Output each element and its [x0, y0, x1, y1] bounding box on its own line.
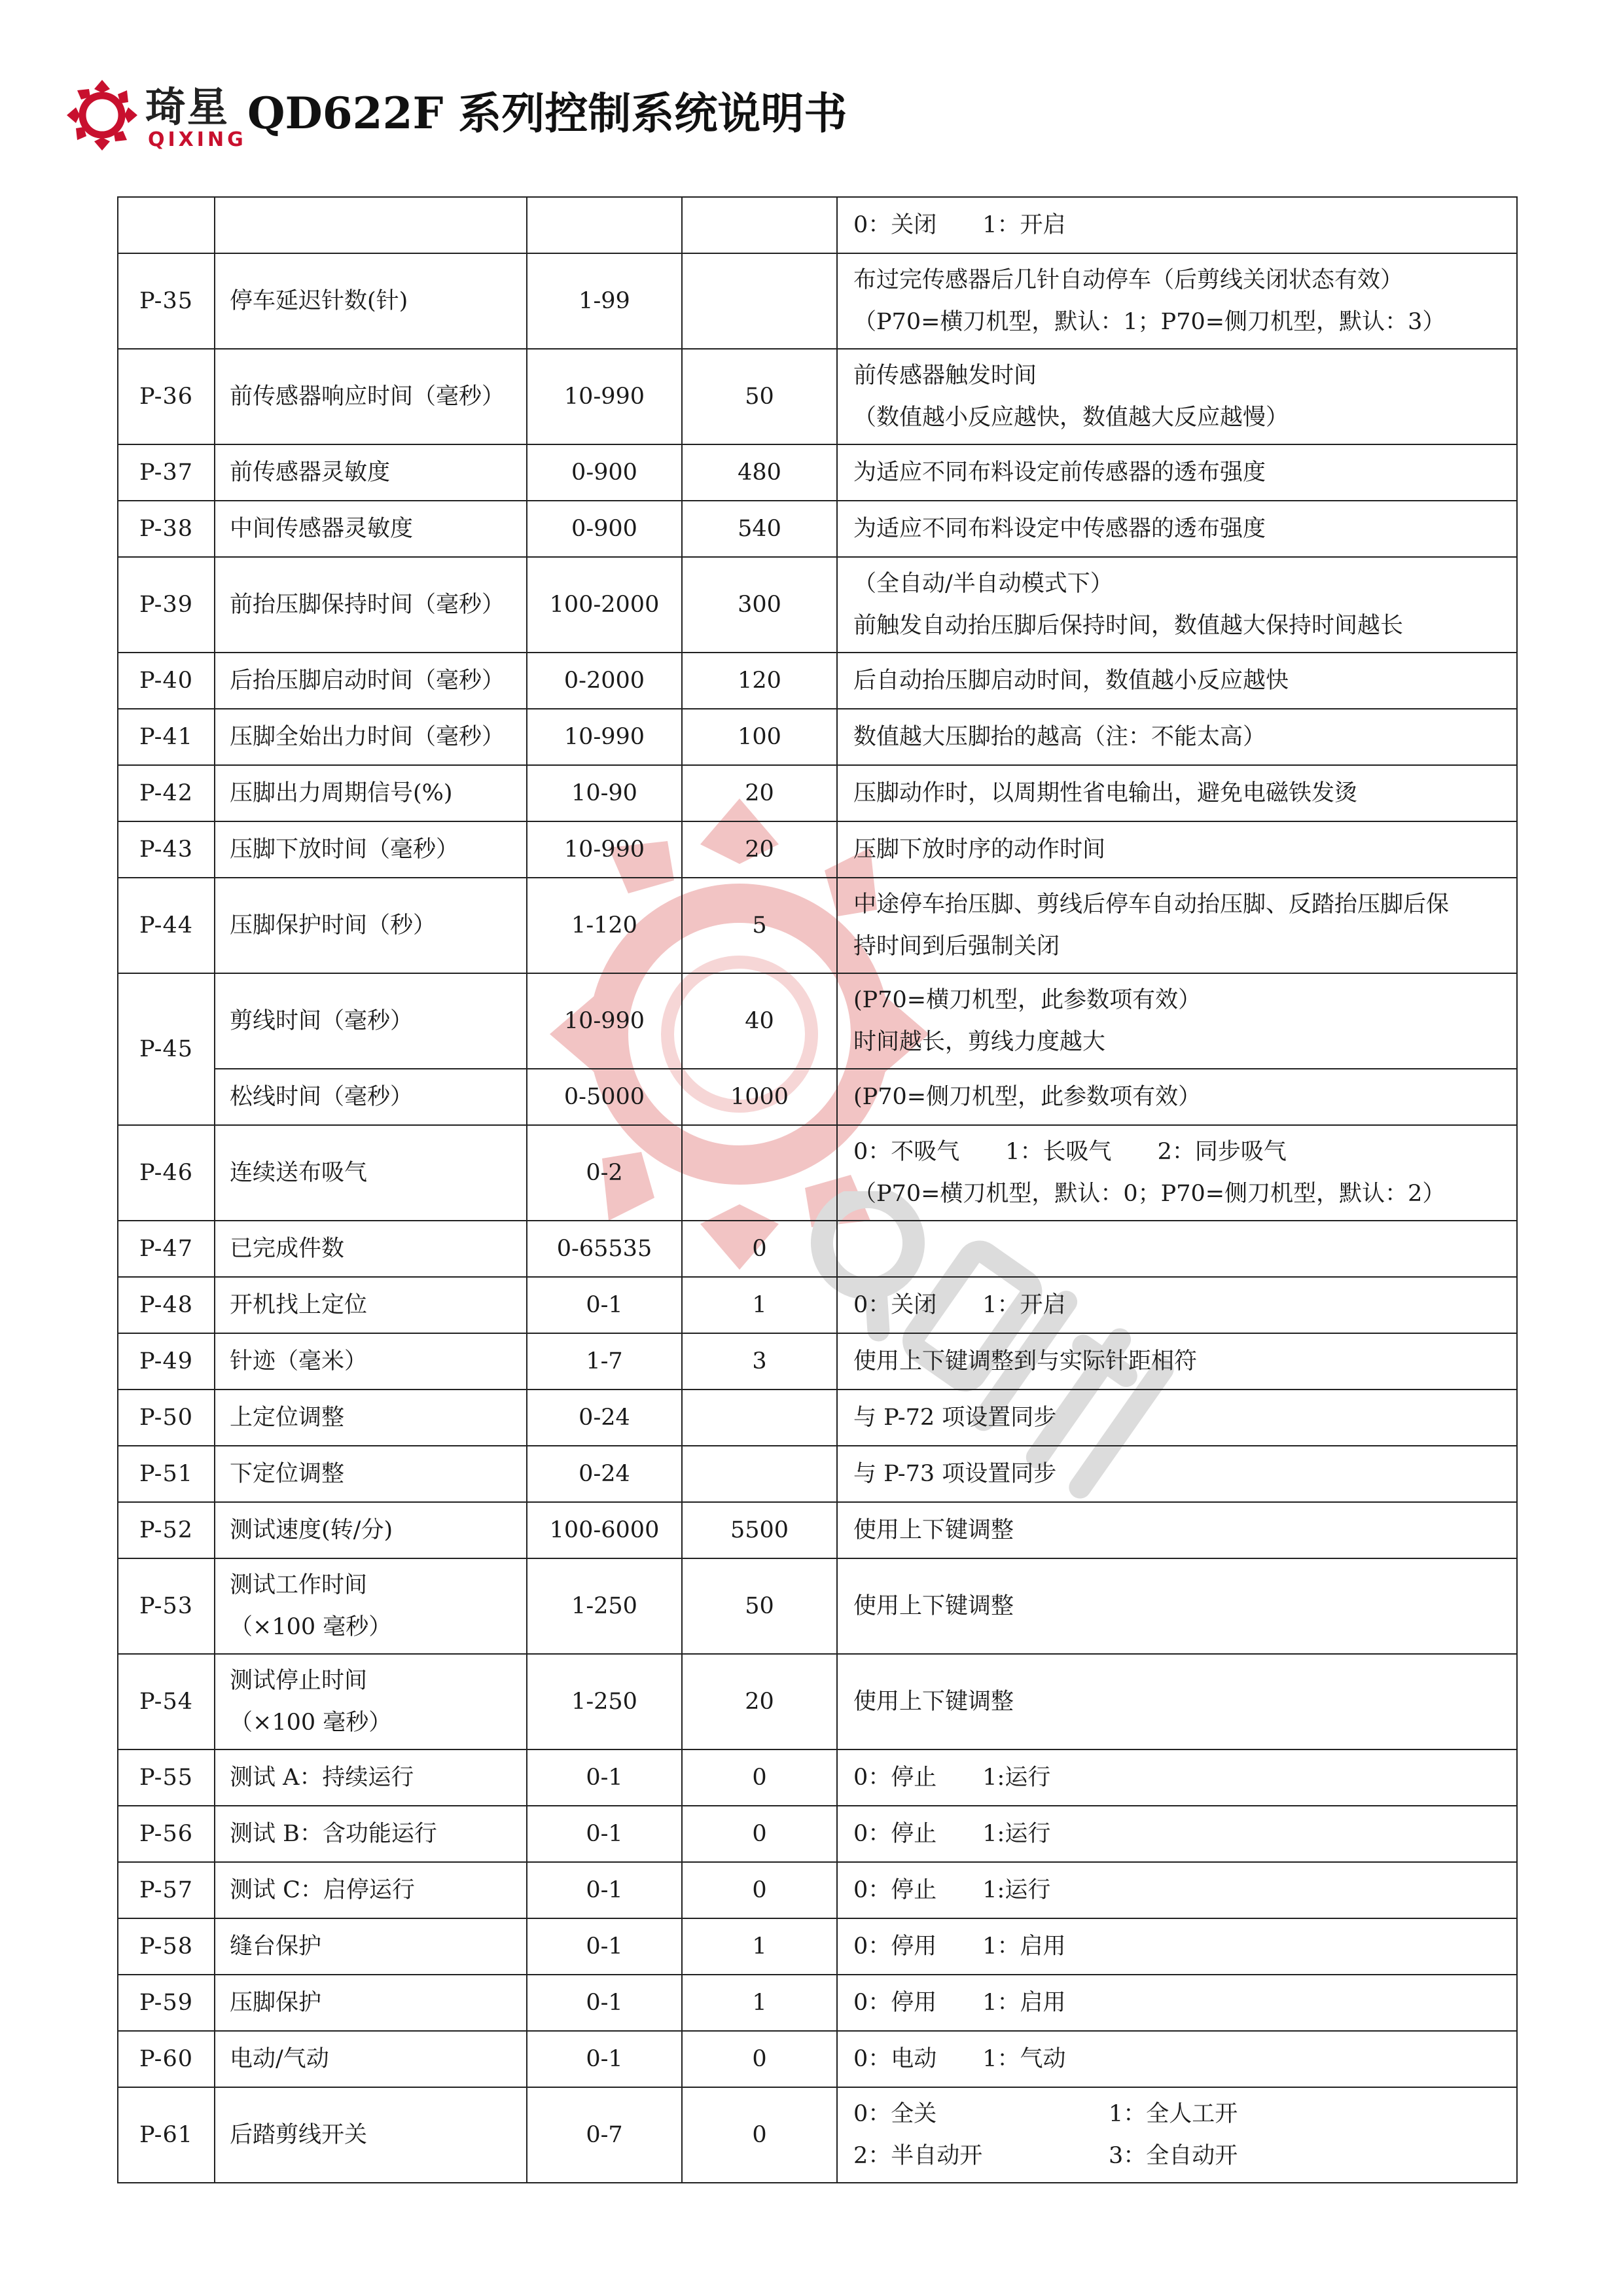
param-code: P-60 [118, 2031, 215, 2087]
table-row [118, 973, 1517, 1069]
param-code: P-46 [118, 1125, 215, 1221]
param-desc [837, 1125, 1517, 1221]
param-code: P-48 [118, 1277, 215, 1333]
param-name: 测试速度(转/分) [215, 1502, 527, 1558]
param-range: 0-24 [527, 1390, 682, 1446]
param-name: 开机找上定位 [215, 1277, 527, 1333]
param-desc: 后自动抬压脚启动时间，数值越小反应越快 [837, 653, 1517, 709]
param-name: 上定位调整 [215, 1390, 527, 1446]
table-row [118, 1390, 1517, 1446]
param-name [215, 1558, 527, 1654]
desc-option: 1：启用 [982, 1990, 1066, 2016]
param-range: 0-1 [527, 1806, 682, 1862]
param-code: P-36 [118, 349, 215, 444]
param-name: 前传感器灵敏度 [215, 444, 527, 501]
param-default: 0 [682, 2031, 837, 2087]
param-range: 10-990 [527, 349, 682, 444]
param-desc: 压脚动作时，以周期性省电输出，避免电磁铁发烫 [837, 765, 1517, 821]
param-name: 电动/气动 [215, 2031, 527, 2087]
param-desc: (P70=侧刀机型，此参数项有效） [837, 1069, 1517, 1125]
param-code: P-61 [118, 2087, 215, 2183]
param-name: 压脚保护时间（秒） [215, 878, 527, 973]
param-desc: 与 P-72 项设置同步 [837, 1390, 1517, 1446]
param-default: 0 [682, 2087, 837, 2183]
page-header [63, 71, 1110, 156]
param-desc: 为适应不同布料设定中传感器的透布强度 [837, 501, 1517, 557]
param-desc [837, 1806, 1517, 1862]
param-range: 10-990 [527, 709, 682, 765]
table-row [118, 709, 1517, 765]
param-name: 松线时间（毫秒） [215, 1069, 527, 1125]
param-desc: 为适应不同布料设定前传感器的透布强度 [837, 444, 1517, 501]
desc-option: 1:运行 [982, 1765, 1051, 1791]
param-default: 120 [682, 653, 837, 709]
param-code: P-56 [118, 1806, 215, 1862]
param-default: 100 [682, 709, 837, 765]
param-code: P-50 [118, 1390, 215, 1446]
param-code: P-43 [118, 821, 215, 878]
param-desc [837, 1221, 1517, 1277]
param-desc: 数值越大压脚抬的越高（注：不能太高） [837, 709, 1517, 765]
param-name: 压脚出力周期信号(%) [215, 765, 527, 821]
param-range: 100-6000 [527, 1502, 682, 1558]
param-code: P-42 [118, 765, 215, 821]
param-default: 1 [682, 1277, 837, 1333]
table-row [118, 2031, 1517, 2087]
desc-line: 中途停车抬压脚、剪线后停车自动抬压脚、反踏抬压脚后保 [853, 891, 1450, 918]
param-range: 0-900 [527, 501, 682, 557]
param-code: P-49 [118, 1333, 215, 1390]
param-code: P-47 [118, 1221, 215, 1277]
param-name: 下定位调整 [215, 1446, 527, 1502]
desc-option: 0：关闭 [853, 212, 937, 238]
table-row [118, 501, 1517, 557]
param-name: 已完成件数 [215, 1221, 527, 1277]
desc-option: 1：开启 [982, 1292, 1066, 1318]
param-desc: 使用上下键调整 [837, 1654, 1517, 1749]
param-default: 300 [682, 557, 837, 653]
table-row [118, 765, 1517, 821]
table-row [118, 1749, 1517, 1806]
table-row [118, 821, 1517, 878]
desc-option: 2：同步吸气 [1157, 1139, 1287, 1165]
param-range: 0-5000 [527, 1069, 682, 1125]
param-desc [837, 197, 1517, 253]
desc-option-grid [853, 2093, 1507, 2177]
param-desc [837, 2087, 1517, 2183]
desc-line: 布过完传感器后几针自动停车（后剪线关闭状态有效） [853, 267, 1404, 293]
param-range: 1-250 [527, 1558, 682, 1654]
table-row [118, 557, 1517, 653]
param-default [682, 1390, 837, 1446]
desc-option: 0：不吸气 [853, 1139, 960, 1165]
param-name: 测试 B：含功能运行 [215, 1806, 527, 1862]
param-name: 停车延迟针数(针) [215, 253, 527, 349]
param-name: 中间传感器灵敏度 [215, 501, 527, 557]
param-default: 540 [682, 501, 837, 557]
param-desc: 使用上下键调整 [837, 1558, 1517, 1654]
desc-option: 3：全自动开 [1109, 2143, 1238, 2169]
table-row [118, 1806, 1517, 1862]
table-row [118, 1221, 1517, 1277]
param-desc [837, 253, 1517, 349]
param-default: 1000 [682, 1069, 837, 1125]
param-desc [837, 1862, 1517, 1918]
param-name-line: 测试工作时间 [230, 1572, 368, 1598]
param-code: P-35 [118, 253, 215, 349]
param-default: 20 [682, 821, 837, 878]
param-range: 1-250 [527, 1654, 682, 1749]
param-desc [837, 557, 1517, 653]
param-range: 100-2000 [527, 557, 682, 653]
table-row [118, 1333, 1517, 1390]
param-desc [837, 973, 1517, 1069]
param-range: 0-1 [527, 1918, 682, 1975]
desc-option: 0：关闭 [853, 1292, 937, 1318]
param-range: 0-1 [527, 1975, 682, 2031]
param-desc [837, 1277, 1517, 1333]
param-default: 480 [682, 444, 837, 501]
param-range: 10-90 [527, 765, 682, 821]
param-name: 连续送布吸气 [215, 1125, 527, 1221]
param-code: P-40 [118, 653, 215, 709]
param-code: P-55 [118, 1749, 215, 1806]
param-default: 50 [682, 349, 837, 444]
param-default: 0 [682, 1749, 837, 1806]
param-default: 0 [682, 1862, 837, 1918]
param-range: 0-24 [527, 1446, 682, 1502]
table-row [118, 1975, 1517, 2031]
desc-line: 前触发自动抬压脚后保持时间，数值越大保持时间越长 [853, 613, 1404, 639]
param-range: 0-1 [527, 1862, 682, 1918]
param-name: 前抬压脚保持时间（毫秒） [215, 557, 527, 653]
logo-wordmark-en: QIXING [148, 128, 247, 151]
desc-line: 持时间到后强制关闭 [853, 933, 1060, 960]
param-default: 5 [682, 878, 837, 973]
param-code: P-38 [118, 501, 215, 557]
desc-option: 0：停止 [853, 1821, 937, 1847]
param-name [215, 1654, 527, 1749]
desc-option: 0：停止 [853, 1765, 937, 1791]
table-row [118, 1125, 1517, 1221]
param-default [682, 253, 837, 349]
param-code: P-37 [118, 444, 215, 501]
param-default: 1 [682, 1975, 837, 2031]
param-name: 针迹（毫米） [215, 1333, 527, 1390]
param-name-unit: （×100 毫秒） [230, 1614, 392, 1640]
param-range: 0-1 [527, 1749, 682, 1806]
qixing-logo-icon [63, 76, 141, 154]
param-code: P-59 [118, 1975, 215, 2031]
desc-option: 2：半自动开 [853, 2143, 983, 2169]
desc-option: 0：停用 [853, 1990, 937, 2016]
param-code: P-54 [118, 1654, 215, 1749]
param-range: 0-1 [527, 2031, 682, 2087]
param-range: 1-99 [527, 253, 682, 349]
desc-option: 1:运行 [982, 1821, 1051, 1847]
param-code: P-39 [118, 557, 215, 653]
table-row [118, 197, 1517, 253]
param-range [527, 197, 682, 253]
table-row [118, 1277, 1517, 1333]
desc-line: (P70=横刀机型，此参数项有效） [853, 987, 1202, 1013]
param-default [682, 197, 837, 253]
table-row [118, 1446, 1517, 1502]
table-row [118, 1862, 1517, 1918]
table-row [118, 2087, 1517, 2183]
param-name-line: 测试停止时间 [230, 1668, 368, 1694]
param-name: 缝台保护 [215, 1918, 527, 1975]
param-desc: 使用上下键调整 [837, 1502, 1517, 1558]
param-name [215, 197, 527, 253]
desc-option: 1：开启 [982, 212, 1066, 238]
table-row [118, 1918, 1517, 1975]
param-range: 0-2000 [527, 653, 682, 709]
desc-option: 1：气动 [982, 2046, 1066, 2072]
param-code: P-52 [118, 1502, 215, 1558]
param-desc [837, 1975, 1517, 2031]
desc-option: 0：全关 [853, 2101, 937, 2127]
param-range: 0-65535 [527, 1221, 682, 1277]
param-code: P-45 [118, 973, 215, 1125]
param-range: 0-1 [527, 1277, 682, 1333]
param-default [682, 1446, 837, 1502]
param-name: 后踏剪线开关 [215, 2087, 527, 2183]
table-row [118, 349, 1517, 444]
param-name: 压脚下放时间（毫秒） [215, 821, 527, 878]
param-code: P-44 [118, 878, 215, 973]
logo-wordmark-cn: 琦星 [145, 83, 230, 131]
desc-option: 1：长吸气 [1005, 1139, 1112, 1165]
param-name: 压脚保护 [215, 1975, 527, 2031]
param-code: P-58 [118, 1918, 215, 1975]
param-default [682, 1125, 837, 1221]
param-desc: 压脚下放时序的动作时间 [837, 821, 1517, 878]
param-name: 压脚全始出力时间（毫秒） [215, 709, 527, 765]
param-default: 20 [682, 1654, 837, 1749]
table-row [118, 653, 1517, 709]
table-row [118, 1502, 1517, 1558]
param-default: 1 [682, 1918, 837, 1975]
param-desc [837, 878, 1517, 973]
desc-option: 1：全人工开 [1109, 2101, 1238, 2127]
param-default: 5500 [682, 1502, 837, 1558]
table-row [118, 444, 1517, 501]
param-code: P-57 [118, 1862, 215, 1918]
parameter-table [117, 196, 1518, 2183]
desc-line [853, 1131, 1507, 1173]
param-default: 40 [682, 973, 837, 1069]
param-range: 1-7 [527, 1333, 682, 1390]
param-name: 前传感器响应时间（毫秒） [215, 349, 527, 444]
param-range: 0-900 [527, 444, 682, 501]
desc-option: 0：停止 [853, 1877, 937, 1903]
param-desc: 使用上下键调整到与实际针距相符 [837, 1333, 1517, 1390]
desc-option: 1:运行 [982, 1877, 1051, 1903]
param-code [118, 197, 215, 253]
desc-line: （P70=横刀机型，默认：0；P70=侧刀机型，默认：2） [853, 1181, 1446, 1207]
param-desc [837, 1918, 1517, 1975]
param-default: 0 [682, 1221, 837, 1277]
table-row [118, 1069, 1517, 1125]
desc-line: （P70=横刀机型，默认：1；P70=侧刀机型，默认：3） [853, 309, 1446, 335]
desc-line: 前传感器触发时间 [853, 363, 1037, 389]
param-default: 50 [682, 1558, 837, 1654]
desc-line: （数值越小反应越快，数值越大反应越慢） [853, 404, 1289, 431]
param-range: 10-990 [527, 821, 682, 878]
param-desc [837, 2031, 1517, 2087]
param-range: 10-990 [527, 973, 682, 1069]
param-range: 0-7 [527, 2087, 682, 2183]
document-title: QD622F 系列控制系统说明书 [247, 88, 847, 139]
param-default: 20 [682, 765, 837, 821]
table-row [118, 1654, 1517, 1749]
table-row [118, 878, 1517, 973]
table-row [118, 1558, 1517, 1654]
param-name: 剪线时间（毫秒） [215, 973, 527, 1069]
desc-option: 0：电动 [853, 2046, 937, 2072]
param-name: 后抬压脚启动时间（毫秒） [215, 653, 527, 709]
desc-line: （全自动/半自动模式下） [853, 571, 1113, 597]
param-range: 1-120 [527, 878, 682, 973]
table-row [118, 253, 1517, 349]
param-desc [837, 1749, 1517, 1806]
param-name: 测试 C：启停运行 [215, 1862, 527, 1918]
param-code: P-51 [118, 1446, 215, 1502]
param-code: P-53 [118, 1558, 215, 1654]
param-name-unit: （×100 毫秒） [230, 1710, 392, 1736]
param-desc: 与 P-73 项设置同步 [837, 1446, 1517, 1502]
param-name: 测试 A：持续运行 [215, 1749, 527, 1806]
param-range: 0-2 [527, 1125, 682, 1221]
param-default: 3 [682, 1333, 837, 1390]
desc-line: 时间越长，剪线力度越大 [853, 1029, 1106, 1055]
desc-option: 0：停用 [853, 1933, 937, 1960]
desc-option: 1：启用 [982, 1933, 1066, 1960]
param-default: 0 [682, 1806, 837, 1862]
param-code: P-41 [118, 709, 215, 765]
param-desc [837, 349, 1517, 444]
